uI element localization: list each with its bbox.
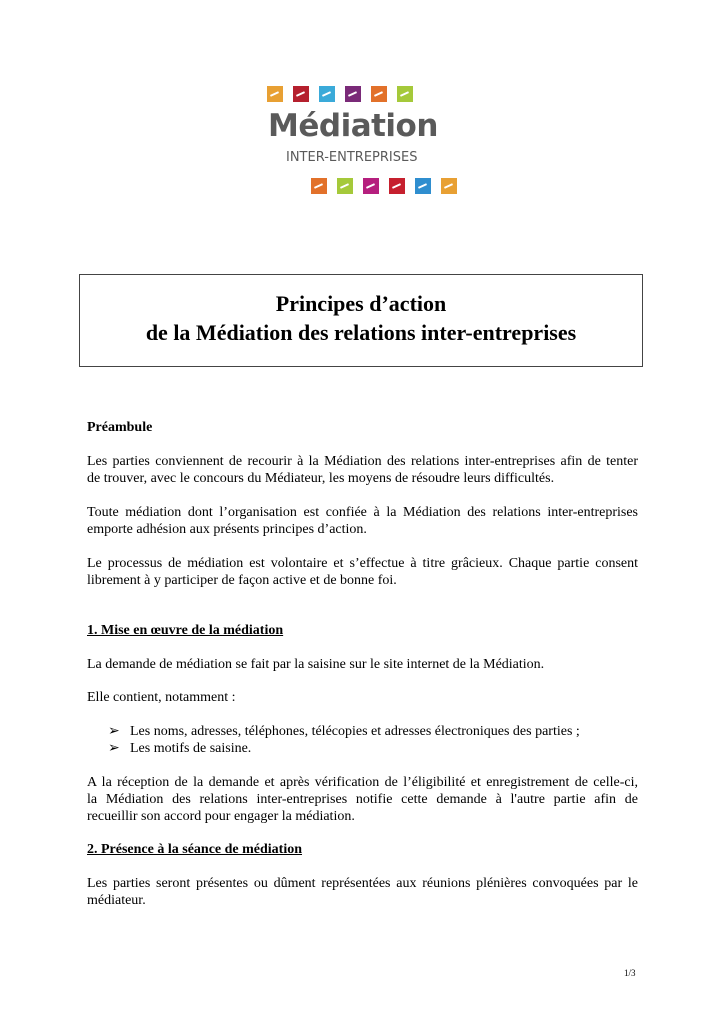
page-number: 1/3 [624,968,636,978]
paragraph-line: Elle contient, notamment : [87,690,236,705]
bullet-item [108,723,580,740]
document-title-box [79,274,643,367]
preambule-heading: Préambule [87,420,153,435]
bullet-text: Les motifs de saisine. [130,741,252,756]
logo-square [319,86,335,102]
logo-square [415,178,431,194]
paragraph-line: de trouver, avec le concours du Médiateur, les moyens de résoudre leurs difficultés. [87,471,555,486]
logo-square [293,86,309,102]
bullet-item [108,740,251,757]
bullet-arrow-icon: ➢ [108,724,120,739]
bullet-text: Les noms, adresses, téléphones, télécopies et adresses électroniques des parties ; [130,724,580,739]
mediation-logo [262,82,462,200]
paragraph-line: la Médiation des relations inter-entreprises notifie cette demande à l'autre partie afin de [87,792,638,807]
paragraph-line: recueillir son accord pour engager la médiation. [87,809,355,824]
paragraph-line: emporte adhésion aux présents principes d’action. [87,522,367,537]
logo-square [397,86,413,102]
logo-square [311,178,327,194]
logo-square [267,86,283,102]
logo-square [441,178,457,194]
paragraph-line: Les parties seront présentes ou dûment représentées aux réunions plénières convoquées par le [87,876,638,891]
paragraph-line: Les parties conviennent de recourir à la Médiation des relations inter-entreprises afin de tenter [87,454,638,469]
paragraph-line: Le processus de médiation est volontaire et s’effectue à titre grâcieux. Chaque partie consent [87,556,638,571]
bullet-arrow-icon: ➢ [108,741,120,756]
logo-square [363,178,379,194]
logo-title: Médiation [268,108,438,144]
logo-square [337,178,353,194]
logo-square [345,86,361,102]
logo-subtitle: INTER-ENTREPRISES [286,150,418,165]
section-2-heading: 2. Présence à la séance de médiation [87,842,303,857]
paragraph-line: La demande de médiation se fait par la saisine sur le site internet de la Médiation. [87,657,545,672]
section-1-heading: 1. Mise en œuvre de la médiation [87,623,284,638]
paragraph-line: Toute médiation dont l’organisation est confiée à la Médiation des relations inter-entreprises [87,505,638,520]
document-title-line-2: de la Médiation des relations inter-entreprises [145,320,577,345]
logo-square [389,178,405,194]
document-title-line-1: Principes d’action [275,291,447,316]
logo-square [371,86,387,102]
paragraph-line: librement à y participer de façon active et de bonne foi. [87,573,397,588]
paragraph-line: médiateur. [87,893,146,908]
paragraph-line: A la réception de la demande et après vérification de l’éligibilité et enregistrement de celle-ci, [87,775,638,790]
